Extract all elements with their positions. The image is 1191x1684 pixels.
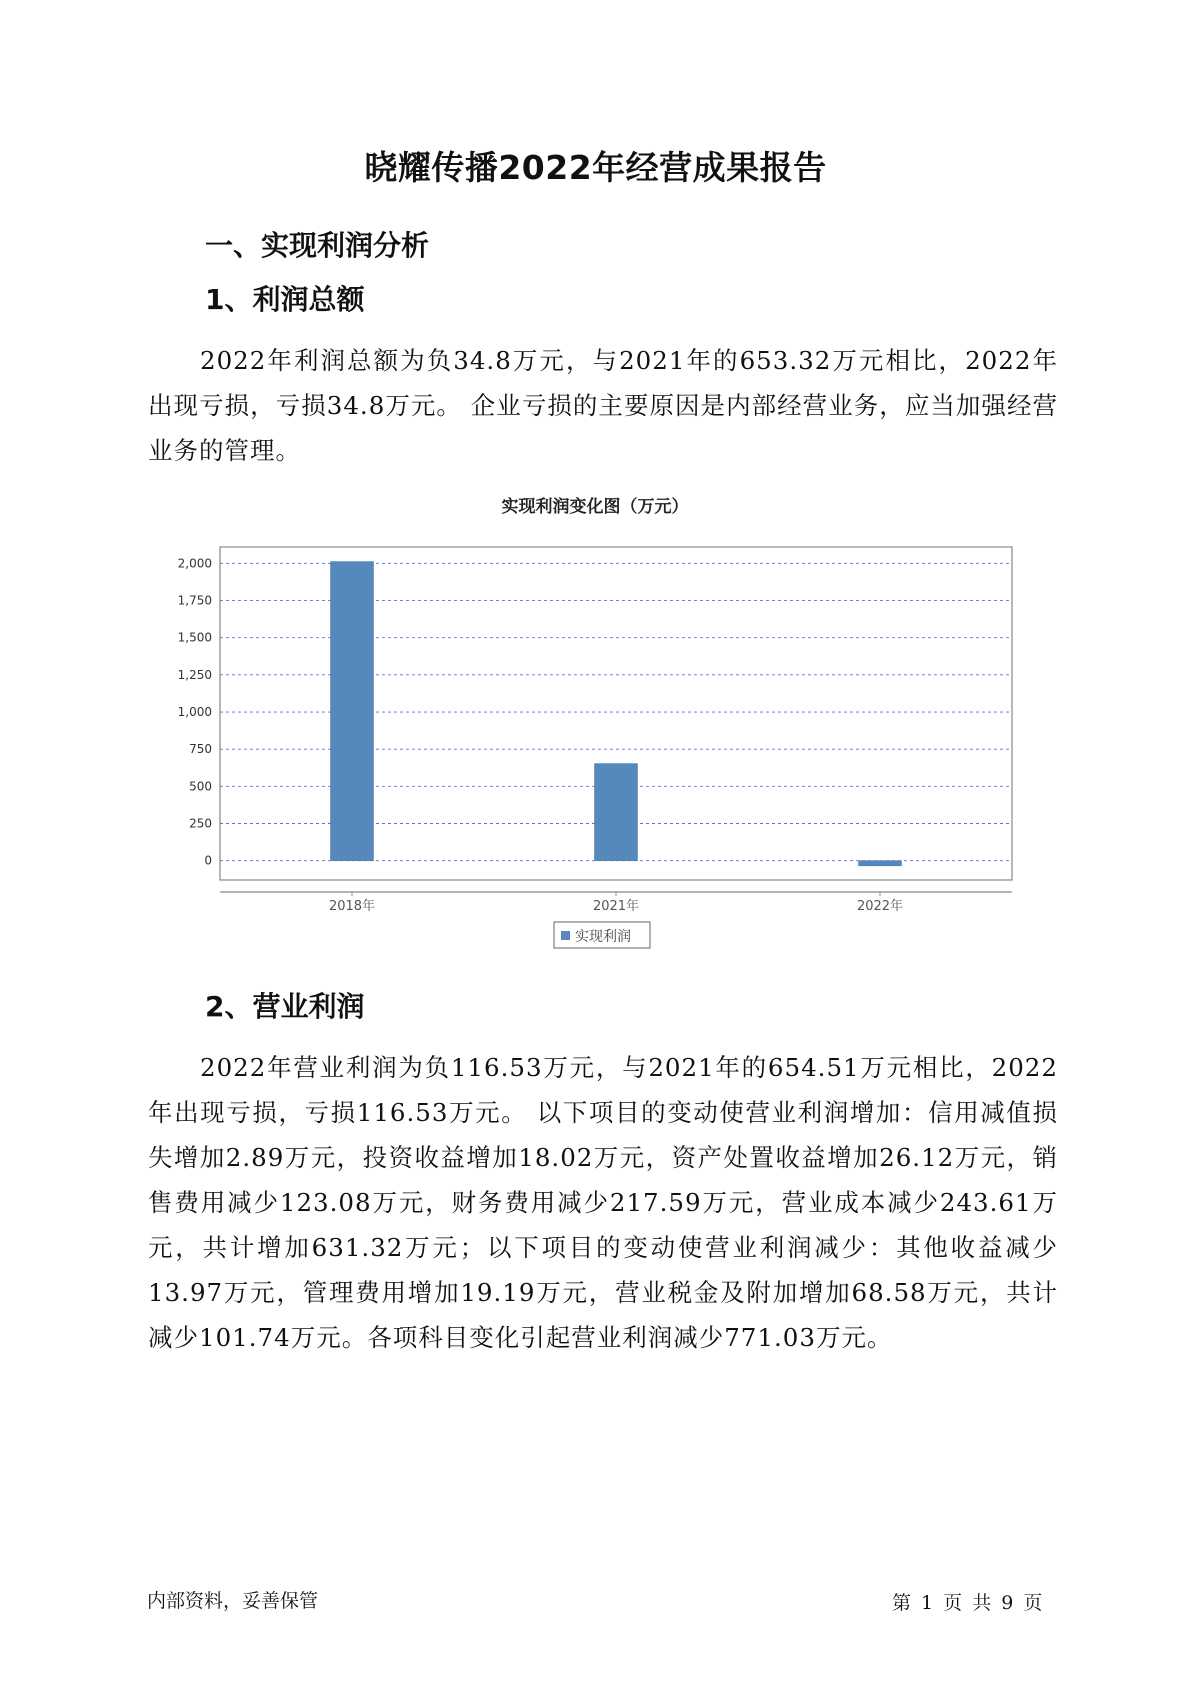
paragraph-operating-profit: 2022年营业利润为负116.53万元，与2021年的654.51万元相比，2022年出现亏损，亏损116.53万元。 以下项目的变动使营业利润增加：信用减值损失增加2.89万元，投资收益增加18.02万元，资产处置收益增加26.12万元，销售费用减少123.08万元，财务费用减少217.59万元，营业成本减少243.61万元，共计增加631.32万元；以下项目的变动使营业利润减少：其他收益减少13.97万元，管理费用增加19.19万元，营业税金及附加增加68.58万元，共计减少101.74万元。各项科目变化引起营业利润减少771.03万元。: [148, 1053, 1058, 1352]
document-title: 晓耀传播2022年经营成果报告: [364, 148, 827, 187]
x-axis-ticks: [329, 892, 903, 914]
bar-2018年: [331, 562, 374, 861]
legend-label: 实现利润: [575, 929, 631, 945]
paragraph-profit-total: 2022年利润总额为负34.8万元，与2021年的653.32万元相比，2022年出现亏损，亏损34.8万元。 企业亏损的主要原因是内部经营业务，应当加强经营业务的管理。: [148, 346, 1058, 465]
bar-2021年: [595, 764, 638, 861]
section-heading: 一、实现利润分析: [205, 229, 430, 262]
y-axis-ticks: [178, 556, 212, 867]
y-tick-label: 1,000: [177, 705, 212, 720]
bar-2022年: [859, 861, 902, 866]
y-tick-label: 750: [189, 742, 212, 757]
x-tick-label: 2021年: [592, 899, 640, 914]
chart-legend: [554, 922, 650, 948]
subsection-heading-operating-profit: 2、营业利润: [205, 990, 365, 1023]
x-tick-label: 2018年: [328, 899, 376, 914]
chart-title: 实现利润变化图（万元）: [501, 497, 689, 517]
y-tick-label: 250: [189, 816, 212, 831]
y-tick-label: 1,250: [177, 667, 212, 682]
y-tick-label: 2,000: [177, 556, 212, 571]
subsection-heading-profit-total: 1、利润总额: [205, 283, 365, 316]
profit-bar-chart: [150, 495, 1040, 955]
footer-confidential-note: 内部资料，妥善保管: [147, 1590, 319, 1612]
footer-page-number: 第 1 页 共 9 页: [892, 1592, 1043, 1614]
y-tick-label: 0: [204, 853, 212, 868]
x-tick-label: 2022年: [856, 899, 904, 914]
y-tick-label: 1,750: [177, 593, 212, 608]
y-tick-label: 500: [189, 779, 212, 794]
legend-swatch: [561, 931, 570, 940]
y-tick-label: 1,500: [177, 630, 212, 645]
